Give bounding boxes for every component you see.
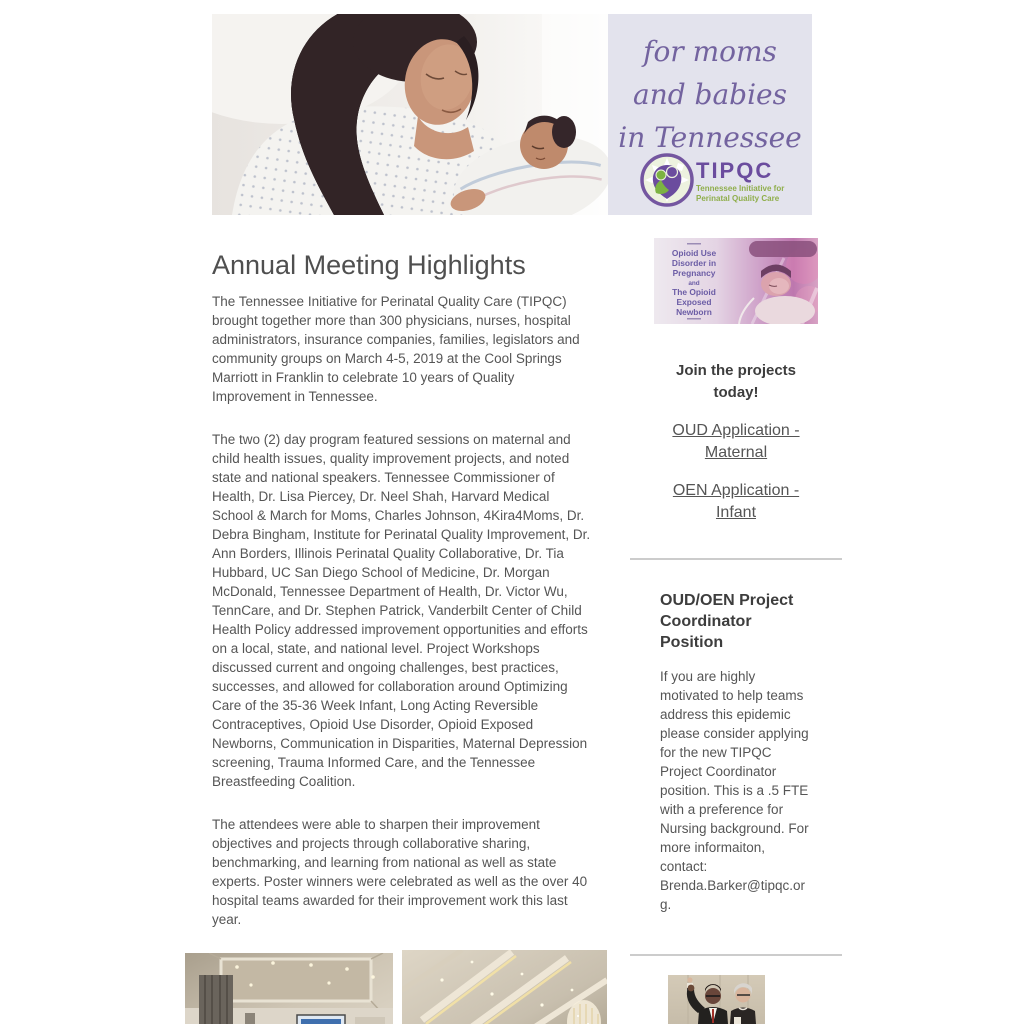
promo-line-3: Pregnancy [672,268,716,278]
sidebar-divider-top [630,558,842,560]
oen-application-infant-link[interactable]: OEN Application - Infant [672,482,800,521]
award-winners-art [668,975,765,1024]
tagline-text [608,30,812,159]
conference-room-2-art [402,950,607,1024]
tipqc-caption-line2: Perinatal Quality Care [696,194,780,203]
tipqc-caption-line1: Tennessee Initiative for [696,184,785,193]
oud-oen-promo-image[interactable] [654,238,818,324]
tipqc-logo [638,150,808,210]
promo-line-5: The Opioid [672,287,716,297]
page-title: Annual Meeting Highlights [212,250,526,280]
award-winners-photo [668,975,765,1024]
join-projects-heading: Join the projects today! [675,362,797,401]
tipqc-wordmark: TIPQC [696,158,774,183]
tipqc-logo-icon [638,150,808,210]
tagline-line-3: in Tennessee [618,121,802,154]
banner-tagline-panel [608,14,812,215]
conference-room-1-art [185,953,393,1024]
coordinator-heading: OUD/OEN Project Coordinator Position [660,592,794,651]
coordinator-section [660,590,812,914]
masthead-banner [212,14,812,215]
promo-line-6: Exposed [676,297,712,307]
sidebar-divider-bottom [630,954,842,956]
article-paragraph-1: The Tennessee Initiative for Perinatal Quality Care (TIPQC) brought together more than 300 physicians, nurses, hospital administrators, insurance companies, families, legislators and community groups on March 4-5, 2019 at the Cool Springs Marriott in Franklin to celebrate 10 years of Quality Improvement in Tennessee. [212,294,580,404]
tagline-line-1: for moms [643,35,777,68]
conference-room-photo-1 [185,953,393,1024]
promo-line-1: Opioid Use [671,248,717,258]
main-article [212,248,594,953]
mother-baby-photo-art [212,14,608,215]
conference-room-photo-2 [402,950,607,1024]
oud-application-maternal-link[interactable]: OUD Application - Maternal [672,422,800,461]
coordinator-body: If you are highly motivated to help teams address this epidemic please consider applying for the new TIPQC Project Coordinator position. This is a .5 FTE with a preference for Nursing background. For more informaiton, contact: Brenda.Barker@tipqc.org. [660,669,809,912]
promo-line-2: Disorder in [671,258,717,268]
promo-line-4: and [688,280,700,287]
promo-line-7: Newborn [676,307,712,317]
opioid-promo-art [654,238,818,324]
tagline-line-2: and babies [633,78,787,111]
mother-baby-photo [212,14,608,215]
article-paragraph-3: The attendees were able to sharpen their improvement objectives and projects through collaborative sharing, benchmarking, and learning from national as well as state experts. Poster winners were celebrated as well as the over 40 hospital teams awarded for their improvement work this last year. [212,817,588,927]
sidebar [630,238,842,956]
article-paragraph-2: The two (2) day program featured sessions on maternal and child health issues, quality improvement projects, and noted state and national speakers. Tennessee Commissioner of Health, Dr. Lisa Piercey, Dr. Neel Shah, Harvard Medical School & March for Moms, Charles Johnson, 4Kira4Moms, Dr. Debra Bingham, Institute for Perinatal Quality Improvement, Dr. Ann Borders, Illinois Perinatal Quality Collaborative, Dr. Tia Hubbard, UC San Diego School of Medicine, Dr. Morgan McDonald, Tennessee Department of Health, Dr. Victor Wu, TennCare, and Dr. Stephen Patrick, Vanderbilt Center of Child Health Policy addressed improvement opportunities and efforts on a local, state, and national level. Project Workshops discussed current and ongoing challenges, best practices, successes, and allowed for collaboration around Optimizing Care of the 35-36 Week Infant, Long Acting Reversible Contraceptives, Opioid Use Disorder, Opioid Exposed Newborns, Communication in Disparities, Maternal Depression screening, Trauma Informed Care, and the Tennessee Breastfeeding Coalition. [212,432,591,789]
